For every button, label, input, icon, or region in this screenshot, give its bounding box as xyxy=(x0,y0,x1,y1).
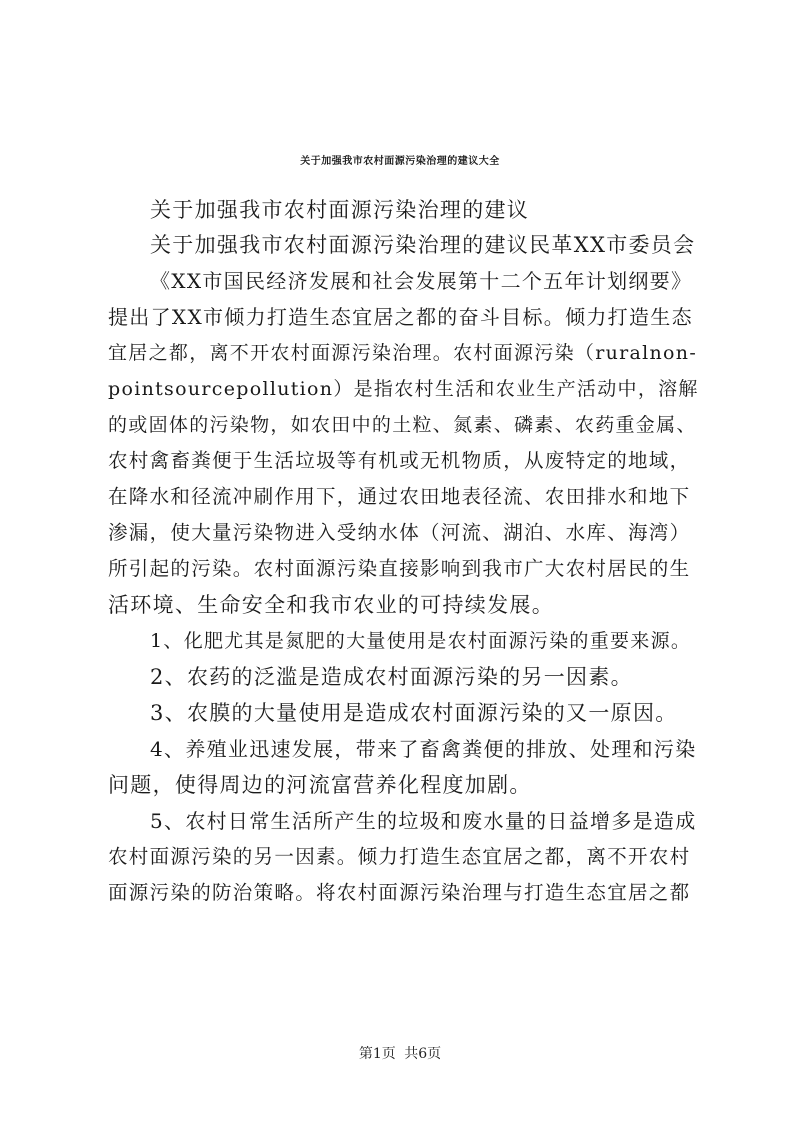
paragraph-line: 问题，使得周边的河流富营养化程度加剧。 xyxy=(108,773,532,797)
paragraph-line: 《XX市国民经济发展和社会发展第十二个五年计划纲要》 xyxy=(150,269,693,293)
subtitle-line: 关于加强我市农村面源污染治理的建议 xyxy=(150,198,530,222)
list-item-2: 2、农药的泛滥是造成农村面源污染的另一因素。 xyxy=(150,665,633,689)
list-item-5: 5、农村日常生活所产生的垃圾和废水量的日益增多是造成 xyxy=(150,809,697,833)
paragraph-line: 活环境、生命安全和我市农业的可持续发展。 xyxy=(108,593,554,617)
list-item-1: 1、化肥尤其是氮肥的大量使用是农村面源污染的重要来源。 xyxy=(150,630,692,652)
page-total: 共6页 xyxy=(404,1046,442,1062)
page-footer xyxy=(0,1044,800,1064)
list-item-4: 4、养殖业迅速发展，带来了畜禽粪便的排放、处理和污染 xyxy=(150,737,697,761)
paragraph-line: 在降水和径流冲刷作用下，通过农田地表径流、农田排水和地下 xyxy=(108,485,691,508)
page-number: 第1页 xyxy=(358,1046,396,1062)
paragraph-line: 渗漏，使大量污染物进入受纳水体（河流、湖泊、水库、海湾） xyxy=(108,521,691,544)
paragraph-line: 关于加强我市农村面源污染治理的建议民革XX市委员会 xyxy=(150,233,696,257)
paragraph-line: 的或固体的污染物，如农田中的土粒、氮素、磷素、农药重金属、 xyxy=(108,414,697,436)
paragraph-line: 面源污染的防治策略。将农村面源污染治理与打造生态宜居之都 xyxy=(108,881,691,904)
paragraph-line: 农村禽畜粪便于生活垃圾等有机或无机物质，从废特定的地域， xyxy=(108,449,691,472)
document-title: 关于加强我市农村面源污染治理的建议大全 xyxy=(300,156,500,167)
paragraph-line: pointsourcepollution）是指农村生活和农业生产活动中，溶解 xyxy=(108,378,699,400)
paragraph-line: 宜居之都，离不开农村面源污染治理。农村面源污染（ruralnon- xyxy=(108,342,698,364)
paragraph-line: 提出了XX市倾力打造生态宜居之都的奋斗目标。倾力打造生态 xyxy=(108,305,693,329)
list-item-3: 3、农膜的大量使用是造成农村面源污染的又一原因。 xyxy=(150,701,678,725)
paragraph-line: 农村面源污染的另一因素。倾力打造生态宜居之都，离不开农村 xyxy=(108,845,691,868)
paragraph-line: 所引起的污染。农村面源污染直接影响到我市广大农村居民的生 xyxy=(108,557,691,580)
